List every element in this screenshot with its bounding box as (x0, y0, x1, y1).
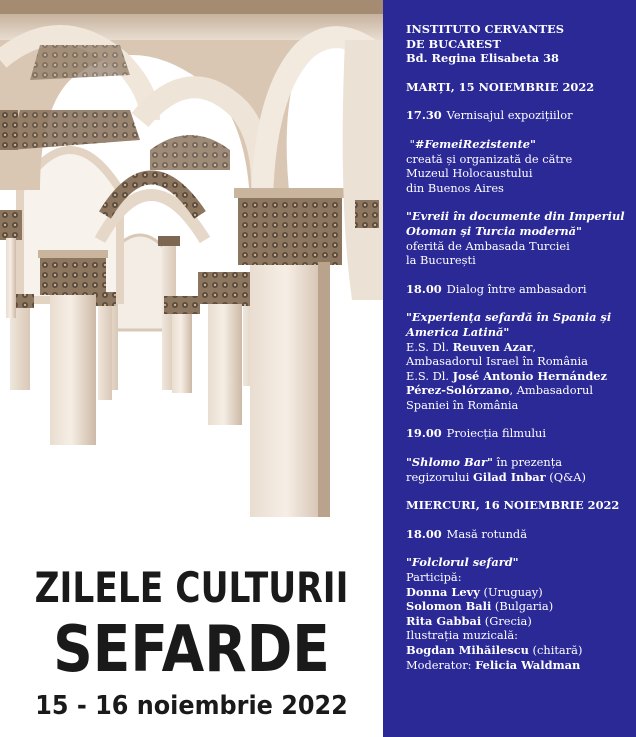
venue-line-1: INSTITUTO CERVANTES (406, 22, 564, 36)
dialog-time: 18.00 (406, 281, 442, 296)
roundtable-label: Masă rotundă (446, 526, 528, 541)
speaker-1-role: Ambasadorul Israel în România (406, 354, 588, 369)
exhibition-2-line: oferită de Ambasada Turciei (406, 238, 570, 253)
musician-role: (chitară) (528, 643, 583, 657)
speaker-1-prefix: E.S. Dl. (406, 339, 449, 354)
exhibition-1: "#FemeiRezistente" creată și organizată de către Muzeul Holocaustului din Buenos Aires (406, 137, 630, 195)
opening-time: 17.30 (406, 108, 442, 123)
event-dates: 15 - 16 noiembrie 2022 (35, 691, 348, 721)
day1-date: MARȚI, 15 NOIEMBRIE 2022 (406, 79, 595, 94)
day1-block (406, 80, 630, 95)
speaker-2-name: José Antonio Hernández (452, 368, 608, 383)
day2-block (406, 498, 630, 513)
film-title: "Shlomo Bar" (406, 455, 493, 470)
film-item (406, 426, 630, 441)
exhibition-2-title: "Evreii în documente din Imperiul (406, 209, 625, 224)
participant-country: (Uruguay) (479, 584, 543, 599)
exhibition-2-title: Otoman și Turcia modernă" (406, 223, 582, 238)
participant-name: Rita Gabbai (406, 613, 482, 628)
speaker-2-role: Spaniei în România (406, 397, 519, 412)
exhibition-2-line: la București (406, 253, 476, 268)
dialog-label: Dialog între ambasadori (446, 281, 587, 296)
talk-title: America Latină" (406, 324, 510, 339)
speaker-1-name: Reuven Azar (452, 339, 533, 354)
opening-item (406, 108, 630, 123)
music-label: Ilustrația muzicală: (406, 628, 518, 643)
director-prefix: regizorului (406, 469, 474, 484)
venue-address: Bd. Regina Elisabeta 38 (406, 51, 559, 66)
speaker-2-name: Pérez-Solórzano (406, 383, 510, 398)
roundtable-time: 18.00 (406, 526, 442, 541)
title-line-1: ZILELE CULTURII (34, 563, 349, 612)
speaker-2-role: , Ambasadorul (509, 383, 593, 398)
moderator-name: Felicia Waldman (475, 657, 581, 672)
musician-name: Bogdan Mihăilescu (406, 643, 529, 657)
venue-line-2: DE BUCAREST (406, 36, 501, 51)
film-details (406, 455, 630, 484)
exhibition-1-line: Muzeul Holocaustului (406, 166, 533, 181)
synagogue-arches-photo (0, 0, 383, 560)
title-line-2: SEFARDE (53, 613, 330, 687)
talk-item (406, 310, 630, 412)
day2-date: MIERCURI, 16 NOIEMBRIE 2022 (406, 498, 620, 513)
exhibition-2 (406, 209, 630, 267)
director-suffix: (Q&A) (545, 469, 586, 484)
participants-label: Participă: (406, 570, 462, 585)
moderator-label: Moderator: (406, 657, 476, 672)
session-item (406, 555, 630, 672)
exhibition-1-line: creată și organizată de către (406, 151, 573, 166)
participant-name: Solomon Bali (406, 599, 492, 614)
program-panel (383, 0, 636, 737)
film-label: Proiecția filmului (446, 426, 547, 441)
opening-label: Vernisajul expozițiilor (446, 108, 573, 123)
session-title: "Folclorul sefard" (406, 555, 519, 570)
film-time: 19.00 (406, 426, 442, 441)
participant-country: (Bulgaria) (491, 599, 554, 614)
participant-name: Donna Levy (406, 584, 480, 599)
dialog-item (406, 282, 630, 297)
exhibition-1-line: din Buenos Aires (406, 180, 504, 195)
speaker-1-suffix: , (532, 339, 537, 354)
speaker-2-prefix: E.S. Dl. (406, 368, 449, 383)
exhibition-1-title: #FemeiRezistente" (414, 136, 536, 151)
director-name: Gilad Inbar (473, 469, 546, 484)
film-after-title: în prezența (492, 455, 563, 470)
talk-title: "Experiența sefardă în Spania și (406, 310, 612, 325)
participant-country: (Grecia) (481, 613, 532, 628)
roundtable-item (406, 527, 630, 542)
